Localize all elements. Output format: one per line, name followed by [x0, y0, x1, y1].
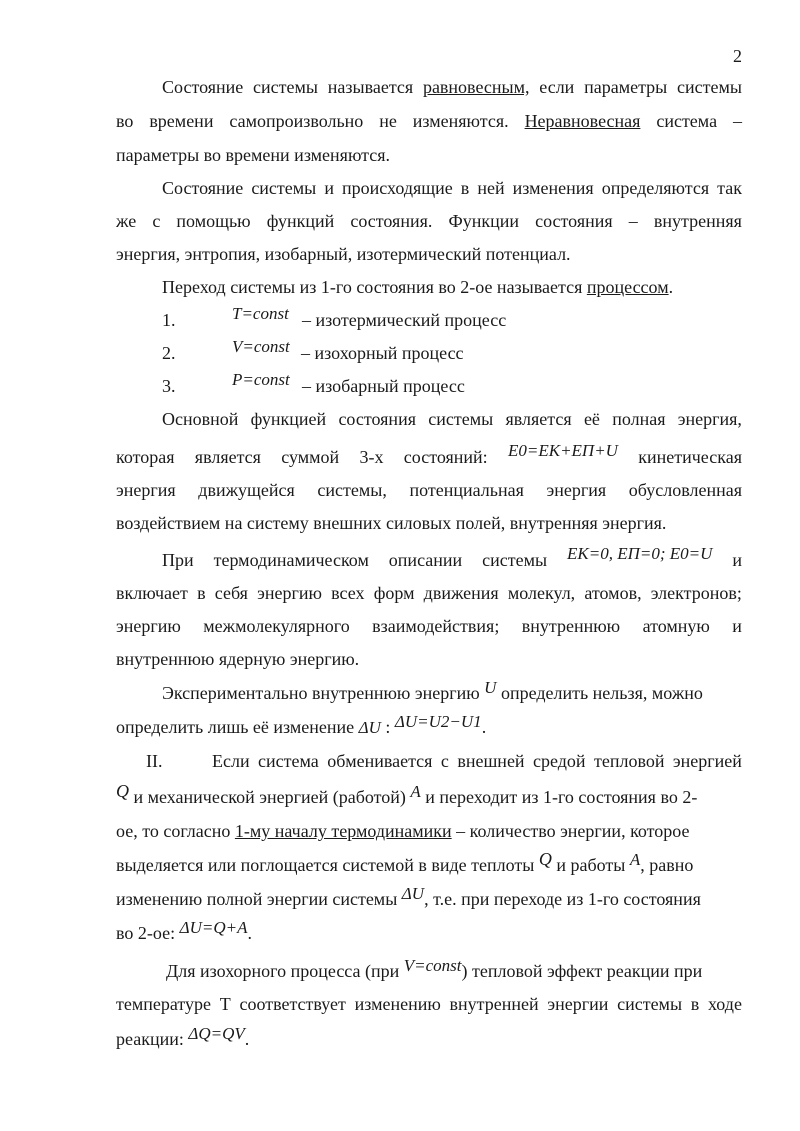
paragraph-line: температуре Т соответствует изменению внутренней энергии системы в ходе [116, 994, 742, 1014]
formula: ΔU=Q+A [179, 918, 248, 937]
paragraph-line: энергия движущейся системы, потенциальная энергия обусловленная [116, 480, 742, 500]
list-item: 1. T=const – изотермический процесс [162, 304, 507, 330]
paragraph-line: При термодинамическом описании системы EK=0, EП=0; E0=U и [162, 544, 742, 570]
list-item: 2. V=const – изохорный процесс [162, 337, 464, 363]
formula: EK=0, EП=0; E0=U [567, 544, 713, 563]
paragraph-line: Для изохорного процесса (при V=const) тепловой эффект реакции при [166, 956, 703, 981]
formula: V=const [403, 956, 462, 975]
term-neravnovesnaya: Неравновесная [524, 111, 641, 131]
paragraph-line: Состояние системы называется равновесным, если параметры системы [162, 77, 742, 97]
paragraph-line: изменению полной энергии системы ΔU, т.е. при переходе из 1-го состояния [116, 884, 701, 909]
paragraph-line: во 2-ое: ΔU=Q+A. [116, 918, 252, 943]
page-number: 2 [733, 46, 742, 66]
paragraph-line: включает в себя энергию всех форм движения молекул, атомов, электронов; [116, 583, 742, 603]
paragraph-line: воздействием на систему внешних силовых полей, внутренняя энергия. [116, 513, 667, 533]
paragraph-line: энергию межмолекулярного взаимодействия; внутреннюю атомную и [116, 616, 742, 636]
formula: ΔU=U2−U1 [394, 712, 482, 731]
paragraph-line: определить лишь её изменение ΔU : ΔU=U2−U1. [116, 712, 487, 737]
formula: U [484, 678, 497, 697]
paragraph-line: Если система обменивается с внешней средой тепловой энергией [212, 751, 742, 771]
formula: P=const [232, 370, 290, 389]
formula: ΔU [358, 718, 381, 737]
paragraph-line: Переход системы из 1-го состояния во 2-ое называется процессом. [162, 277, 674, 297]
formula: ΔQ=QV [188, 1024, 245, 1043]
paragraph-line: выделяется или поглощается системой в виде теплоты Q и работы A, равно [116, 849, 694, 875]
paragraph-line: параметры во времени изменяются. [116, 145, 391, 165]
formula: E0=EK+EП+U [507, 441, 618, 460]
paragraph-line: Состояние системы и происходящие в ней изменения определяются так [162, 178, 742, 198]
paragraph-line: энергия, энтропия, изобарный, изотермический потенциал. [116, 244, 571, 264]
paragraph-line: которая является суммой 3-х состояний: E0=EK+EП+U кинетическая [116, 441, 742, 467]
paragraph-line: реакции: ΔQ=QV. [116, 1024, 250, 1049]
paragraph-line: Q и механической энергией (работой) A и переходит из 1-го состояния во 2- [116, 781, 698, 807]
term-processom: процессом [586, 277, 669, 297]
paragraph-line: во времени самопроизвольно не изменяются. Неравновесная система – [116, 111, 742, 131]
paragraph-line: Экспериментально внутреннюю энергию U определить нельзя, можно [162, 678, 703, 703]
term-ravnovesnym: равновесным, [422, 77, 530, 97]
paragraph-line: Основной функцией состояния системы является её полная энергия, [162, 409, 742, 429]
paragraph-line: же с помощью функций состояния. Функции состояния – внутренняя [116, 211, 742, 231]
paragraph-line: внутреннюю ядерную энергию. [116, 649, 360, 669]
formula: V=const [232, 337, 290, 356]
formula: T=const [232, 304, 289, 323]
list-item: 3. P=const – изобарный процесс [162, 370, 465, 396]
paragraph-line: ое, то согласно 1-му началу термодинамики – количество энергии, которое [116, 821, 690, 841]
term-first-law: 1-му началу термодинамики [234, 821, 452, 841]
section-number: II. [146, 751, 163, 771]
